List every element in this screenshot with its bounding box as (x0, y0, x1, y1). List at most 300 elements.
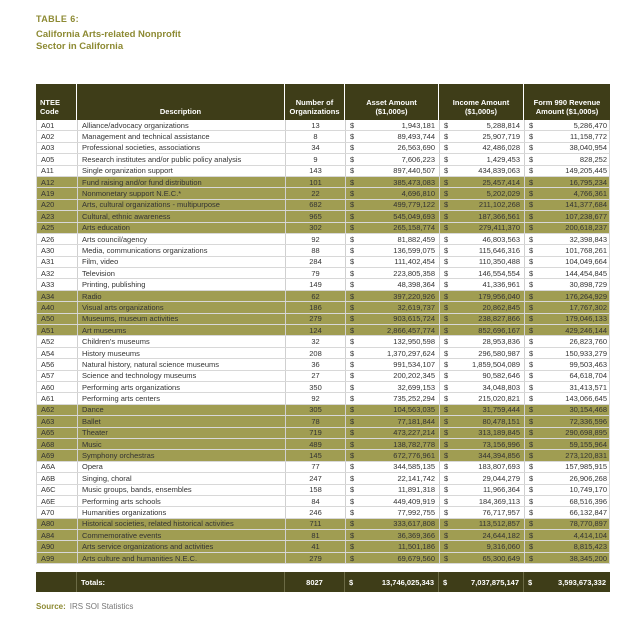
ntee-code-cell: A32 (41, 268, 55, 278)
revenue-amount-cell: $ 143,066,645 (524, 393, 611, 403)
dollar-sign: $ (529, 325, 534, 335)
dollar-sign: $ (529, 337, 534, 347)
dollar-sign: $ (350, 325, 355, 335)
income-amount-cell: $ 184,369,113 (439, 496, 524, 506)
asset-amount-cell: $ 104,563,035 (345, 405, 439, 415)
table-row (37, 530, 609, 541)
description-cell: Humanities organizations (77, 507, 285, 517)
revenue-amount-cell: $ 176,264,929 (524, 291, 611, 301)
dollar-sign: $ (529, 223, 534, 233)
organizations-cell: 32 (285, 336, 345, 346)
ntee-code-cell: A61 (41, 394, 55, 404)
organizations-cell: 719 (285, 428, 345, 438)
dollar-sign: $ (444, 405, 449, 415)
table-row (37, 279, 609, 290)
organizations-cell: 124 (285, 325, 345, 335)
asset-amount-cell: $ 7,606,223 (345, 154, 439, 164)
dollar-sign: $ (529, 496, 534, 506)
description-cell: Nonmonetary support N.E.C.* (77, 188, 285, 198)
income-amount-cell: $ 65,300,649 (439, 553, 524, 563)
income-amount-cell: $ 24,644,182 (439, 530, 524, 540)
ntee-code-cell: A25 (41, 223, 55, 233)
income-amount-cell: $ 211,102,268 (439, 200, 524, 210)
totals-code-cell (36, 572, 76, 592)
revenue-amount-cell: $ 30,154,468 (524, 405, 611, 415)
dollar-sign: $ (444, 359, 449, 369)
table-row (37, 325, 609, 336)
ntee-code-cell: A6B (41, 473, 56, 483)
asset-amount-cell: $ 1,943,181 (345, 120, 439, 130)
asset-amount-cell: $ 4,696,810 (345, 188, 439, 198)
asset-amount-cell: $ 344,585,135 (345, 462, 439, 472)
ntee-code-cell: A63 (41, 416, 55, 426)
organizations-cell: 92 (285, 393, 345, 403)
dollar-sign: $ (350, 496, 355, 506)
dollar-sign: $ (529, 211, 534, 221)
revenue-amount-cell: $ 150,933,279 (524, 348, 611, 358)
table-row (37, 359, 609, 370)
income-amount-cell: $ 110,350,488 (439, 257, 524, 267)
income-amount-cell: $ 25,907,719 (439, 131, 524, 141)
dollar-sign: $ (529, 268, 534, 278)
description-cell: Performing arts organizations (77, 382, 285, 392)
dollar-sign: $ (444, 530, 449, 540)
source-note (36, 602, 133, 611)
description-cell: Management and technical assistance (77, 131, 285, 141)
income-amount-cell: $ 42,486,028 (439, 143, 524, 153)
table-row (37, 314, 609, 325)
dollar-sign: $ (529, 416, 534, 426)
organizations-cell: 41 (285, 541, 345, 551)
revenue-amount-cell: $ 200,618,237 (524, 223, 611, 233)
income-amount-cell: $ 215,020,821 (439, 393, 524, 403)
dollar-sign: $ (350, 473, 355, 483)
dollar-sign: $ (350, 507, 355, 517)
table-row (37, 541, 609, 552)
revenue-amount-cell: $ 141,377,684 (524, 200, 611, 210)
dollar-sign: $ (350, 485, 355, 495)
table-row (37, 200, 609, 211)
organizations-cell: 27 (285, 371, 345, 381)
dollar-sign: $ (350, 291, 355, 301)
dollar-sign: $ (350, 371, 355, 381)
asset-amount-cell: $ 385,473,083 (345, 177, 439, 187)
dollar-sign: $ (444, 473, 449, 483)
dollar-sign: $ (529, 257, 534, 267)
asset-amount-cell: $ 473,227,214 (345, 428, 439, 438)
ntee-code-cell: A34 (41, 291, 55, 301)
description-cell: Film, video (77, 257, 285, 267)
revenue-amount-cell: $ 30,898,729 (524, 279, 611, 289)
dollar-sign: $ (529, 542, 534, 552)
dollar-sign: $ (349, 577, 354, 587)
income-amount-cell: $ 5,202,029 (439, 188, 524, 198)
income-amount-cell: $ 31,759,444 (439, 405, 524, 415)
dollar-sign: $ (350, 302, 355, 312)
revenue-amount-cell: $ 26,906,268 (524, 473, 611, 483)
table-row (37, 166, 609, 177)
asset-amount-cell: $ 136,599,075 (345, 245, 439, 255)
dollar-sign: $ (444, 280, 449, 290)
revenue-amount-cell: $ 144,454,845 (524, 268, 611, 278)
ntee-code-cell: A80 (41, 519, 55, 529)
organizations-cell: 13 (285, 120, 345, 130)
asset-amount-cell: $ 991,534,107 (345, 359, 439, 369)
revenue-amount-cell: $ 99,503,463 (524, 359, 611, 369)
dollar-sign: $ (350, 337, 355, 347)
description-cell: Arts council/agency (77, 234, 285, 244)
asset-amount-cell: $ 77,992,755 (345, 507, 439, 517)
table-row (37, 507, 609, 518)
dollar-sign: $ (444, 439, 449, 449)
description-cell: Natural history, natural science museums (77, 359, 285, 369)
dollar-sign: $ (350, 416, 355, 426)
organizations-cell: 208 (285, 348, 345, 358)
income-amount-cell: $ 238,827,866 (439, 314, 524, 324)
table-row (37, 428, 609, 439)
description-cell: Performing arts centers (77, 393, 285, 403)
revenue-amount-cell: $ 72,336,596 (524, 416, 611, 426)
dollar-sign: $ (444, 542, 449, 552)
dollar-sign: $ (529, 280, 534, 290)
income-amount-cell: $ 25,457,414 (439, 177, 524, 187)
revenue-amount-cell: $ 38,345,200 (524, 553, 611, 563)
table-row (37, 450, 609, 461)
asset-amount-cell: $ 265,158,774 (345, 223, 439, 233)
table-row (37, 519, 609, 530)
table-row (37, 382, 609, 393)
ntee-code-cell: A70 (41, 507, 55, 517)
dollar-sign: $ (350, 462, 355, 472)
organizations-cell: 81 (285, 530, 345, 540)
table-row (37, 188, 609, 199)
dollar-sign: $ (350, 200, 355, 210)
dollar-sign: $ (529, 302, 534, 312)
source-label: Source: (36, 602, 66, 611)
income-amount-cell: $ 852,696,167 (439, 325, 524, 335)
ntee-code-cell: A99 (41, 553, 55, 563)
revenue-amount-cell: $ 107,238,677 (524, 211, 611, 221)
revenue-amount-cell: $ 38,040,954 (524, 143, 611, 153)
table-row (37, 257, 609, 268)
table-row (37, 348, 609, 359)
description-cell: Commemorative events (77, 530, 285, 540)
table-row (37, 291, 609, 302)
description-cell: Arts, cultural organizations - multipurpose (77, 200, 285, 210)
dollar-sign: $ (350, 382, 355, 392)
organizations-cell: 145 (285, 450, 345, 460)
ntee-code-cell: A31 (41, 257, 55, 267)
ntee-code-cell: A26 (41, 234, 55, 244)
dollar-sign: $ (529, 154, 534, 164)
dollar-sign: $ (529, 428, 534, 438)
dollar-sign: $ (350, 280, 355, 290)
table-gap (36, 564, 610, 572)
ntee-code-cell: A19 (41, 189, 55, 199)
dollar-sign: $ (529, 120, 534, 130)
asset-amount-cell: $ 69,679,560 (345, 553, 439, 563)
organizations-cell: 711 (285, 519, 345, 529)
revenue-amount-cell: $ 78,770,897 (524, 519, 611, 529)
dollar-sign: $ (350, 439, 355, 449)
totals-income-amount: $ 7,037,875,147 (438, 572, 523, 592)
organizations-cell: 965 (285, 211, 345, 221)
dollar-sign: $ (529, 166, 534, 176)
table-row (37, 496, 609, 507)
revenue-amount-cell: $ 149,205,445 (524, 166, 611, 176)
dollar-sign: $ (529, 371, 534, 381)
description-cell: Arts education (77, 223, 285, 233)
asset-amount-cell: $ 903,615,724 (345, 314, 439, 324)
organizations-cell: 350 (285, 382, 345, 392)
table-row (37, 143, 609, 154)
dollar-sign: $ (350, 257, 355, 267)
dollar-sign: $ (444, 519, 449, 529)
dollar-sign: $ (350, 553, 355, 563)
asset-amount-cell: $ 89,493,744 (345, 131, 439, 141)
organizations-cell: 77 (285, 462, 345, 472)
organizations-cell: 9 (285, 154, 345, 164)
dollar-sign: $ (529, 200, 534, 210)
table-title-line1: California Arts-related Nonprofit (36, 29, 181, 40)
organizations-cell: 143 (285, 166, 345, 176)
income-amount-cell: $ 296,580,987 (439, 348, 524, 358)
dollar-sign: $ (444, 496, 449, 506)
description-cell: Art museums (77, 325, 285, 335)
ntee-code-cell: A90 (41, 542, 55, 552)
description-cell: Research institutes and/or public policy analysis (77, 154, 285, 164)
dollar-sign: $ (529, 245, 534, 255)
header-form990-revenue: Form 990 Revenue Amount ($1,000s) (523, 84, 610, 120)
dollar-sign: $ (444, 325, 449, 335)
organizations-cell: 158 (285, 485, 345, 495)
totals-row (36, 572, 610, 592)
dollar-sign: $ (444, 143, 449, 153)
revenue-amount-cell: $ 32,398,843 (524, 234, 611, 244)
asset-amount-cell: $ 397,220,926 (345, 291, 439, 301)
dollar-sign: $ (443, 577, 448, 587)
dollar-sign: $ (444, 257, 449, 267)
income-amount-cell: $ 41,336,961 (439, 279, 524, 289)
dollar-sign: $ (444, 394, 449, 404)
table-row (37, 245, 609, 256)
revenue-amount-cell: $ 11,158,772 (524, 131, 611, 141)
dollar-sign: $ (350, 394, 355, 404)
dollar-sign: $ (350, 211, 355, 221)
dollar-sign: $ (529, 291, 534, 301)
dollar-sign: $ (529, 382, 534, 392)
dollar-sign: $ (529, 348, 534, 358)
dollar-sign: $ (350, 177, 355, 187)
asset-amount-cell: $ 223,805,358 (345, 268, 439, 278)
ntee-code-cell: A12 (41, 177, 55, 187)
table-title-block (36, 14, 181, 53)
table-row (37, 223, 609, 234)
table-row (37, 154, 609, 165)
ntee-code-cell: A02 (41, 132, 55, 142)
dollar-sign: $ (444, 485, 449, 495)
dollar-sign: $ (444, 428, 449, 438)
revenue-amount-cell: $ 828,252 (524, 154, 611, 164)
header-income-amount: Income Amount ($1,000s) (438, 84, 523, 120)
organizations-cell: 186 (285, 302, 345, 312)
source-text: IRS SOI Statistics (69, 602, 134, 611)
income-amount-cell: $ 115,646,316 (439, 245, 524, 255)
income-amount-cell: $ 73,156,996 (439, 439, 524, 449)
description-cell: Science and technology museums (77, 371, 285, 381)
description-cell: Ballet (77, 416, 285, 426)
organizations-cell: 84 (285, 496, 345, 506)
ntee-code-cell: A6E (41, 496, 56, 506)
dollar-sign: $ (444, 314, 449, 324)
organizations-cell: 88 (285, 245, 345, 255)
income-amount-cell: $ 113,512,857 (439, 519, 524, 529)
dollar-sign: $ (529, 177, 534, 187)
asset-amount-cell: $ 81,882,459 (345, 234, 439, 244)
description-cell: Arts service organizations and activities (77, 541, 285, 551)
description-cell: Alliance/advocacy organizations (77, 120, 285, 130)
description-cell: Radio (77, 291, 285, 301)
asset-amount-cell: $ 32,699,153 (345, 382, 439, 392)
data-table (36, 84, 610, 592)
table-body (36, 120, 610, 564)
income-amount-cell: $ 90,582,646 (439, 371, 524, 381)
revenue-amount-cell: $ 66,132,847 (524, 507, 611, 517)
description-cell: Singing, choral (77, 473, 285, 483)
income-amount-cell: $ 434,839,063 (439, 166, 524, 176)
income-amount-cell: $ 34,048,803 (439, 382, 524, 392)
dollar-sign: $ (350, 348, 355, 358)
dollar-sign: $ (444, 462, 449, 472)
table-row (37, 553, 609, 564)
revenue-amount-cell: $ 157,985,915 (524, 462, 611, 472)
organizations-cell: 92 (285, 234, 345, 244)
dollar-sign: $ (444, 348, 449, 358)
asset-amount-cell: $ 111,402,454 (345, 257, 439, 267)
dollar-sign: $ (529, 530, 534, 540)
description-cell: Museums, museum activities (77, 314, 285, 324)
dollar-sign: $ (444, 234, 449, 244)
asset-amount-cell: $ 77,181,844 (345, 416, 439, 426)
asset-amount-cell: $ 499,779,122 (345, 200, 439, 210)
ntee-code-cell: A33 (41, 280, 55, 290)
revenue-amount-cell: $ 31,413,571 (524, 382, 611, 392)
asset-amount-cell: $ 132,950,598 (345, 336, 439, 346)
dollar-sign: $ (350, 120, 355, 130)
ntee-code-cell: A05 (41, 154, 55, 164)
dollar-sign: $ (444, 154, 449, 164)
dollar-sign: $ (350, 314, 355, 324)
ntee-code-cell: A65 (41, 428, 55, 438)
asset-amount-cell: $ 897,440,507 (345, 166, 439, 176)
income-amount-cell: $ 9,316,060 (439, 541, 524, 551)
description-cell: Visual arts organizations (77, 302, 285, 312)
organizations-cell: 279 (285, 553, 345, 563)
dollar-sign: $ (529, 234, 534, 244)
ntee-code-cell: A62 (41, 405, 55, 415)
asset-amount-cell: $ 36,369,366 (345, 530, 439, 540)
dollar-sign: $ (444, 166, 449, 176)
description-cell: Television (77, 268, 285, 278)
income-amount-cell: $ 187,366,561 (439, 211, 524, 221)
description-cell: Historical societies, related historical activities (77, 519, 285, 529)
description-cell: History museums (77, 348, 285, 358)
table-row (37, 131, 609, 142)
asset-amount-cell: $ 26,563,690 (345, 143, 439, 153)
table-row (37, 120, 609, 131)
header-asset-amount: Asset Amount ($1,000s) (344, 84, 438, 120)
ntee-code-cell: A57 (41, 371, 55, 381)
organizations-cell: 78 (285, 416, 345, 426)
organizations-cell: 284 (285, 257, 345, 267)
dollar-sign: $ (444, 211, 449, 221)
dollar-sign: $ (444, 177, 449, 187)
asset-amount-cell: $ 138,782,778 (345, 439, 439, 449)
dollar-sign: $ (444, 223, 449, 233)
dollar-sign: $ (350, 143, 355, 153)
dollar-sign: $ (350, 268, 355, 278)
organizations-cell: 101 (285, 177, 345, 187)
organizations-cell: 62 (285, 291, 345, 301)
description-cell: Music groups, bands, ensembles (77, 485, 285, 495)
dollar-sign: $ (528, 577, 533, 587)
table-row (37, 416, 609, 427)
totals-asset-amount: $ 13,746,025,343 (344, 572, 438, 592)
revenue-amount-cell: $ 10,749,170 (524, 485, 611, 495)
dollar-sign: $ (529, 189, 534, 199)
description-cell: Printing, publishing (77, 279, 285, 289)
income-amount-cell: $ 146,554,554 (439, 268, 524, 278)
dollar-sign: $ (350, 223, 355, 233)
dollar-sign: $ (529, 519, 534, 529)
dollar-sign: $ (529, 405, 534, 415)
revenue-amount-cell: $ 26,823,760 (524, 336, 611, 346)
revenue-amount-cell: $ 101,768,261 (524, 245, 611, 255)
asset-amount-cell: $ 32,619,737 (345, 302, 439, 312)
dollar-sign: $ (350, 154, 355, 164)
asset-amount-cell: $ 22,141,742 (345, 473, 439, 483)
asset-amount-cell: $ 2,866,457,774 (345, 325, 439, 335)
dollar-sign: $ (444, 200, 449, 210)
table-row (37, 177, 609, 188)
description-cell: Theater (77, 428, 285, 438)
income-amount-cell: $ 1,429,453 (439, 154, 524, 164)
dollar-sign: $ (444, 451, 449, 461)
table-row (37, 234, 609, 245)
revenue-amount-cell: $ 4,414,104 (524, 530, 611, 540)
income-amount-cell: $ 28,953,836 (439, 336, 524, 346)
asset-amount-cell: $ 11,891,318 (345, 485, 439, 495)
table-row (37, 211, 609, 222)
organizations-cell: 34 (285, 143, 345, 153)
description-cell: Performing arts schools (77, 496, 285, 506)
organizations-cell: 246 (285, 507, 345, 517)
table-row (37, 336, 609, 347)
ntee-code-cell: A20 (41, 200, 55, 210)
ntee-code-cell: A68 (41, 439, 55, 449)
dollar-sign: $ (444, 120, 449, 130)
description-cell: Dance (77, 405, 285, 415)
dollar-sign: $ (350, 234, 355, 244)
dollar-sign: $ (444, 553, 449, 563)
income-amount-cell: $ 344,394,856 (439, 450, 524, 460)
dollar-sign: $ (444, 245, 449, 255)
ntee-code-cell: A03 (41, 143, 55, 153)
income-amount-cell: $ 80,478,151 (439, 416, 524, 426)
dollar-sign: $ (444, 302, 449, 312)
table-row (37, 405, 609, 416)
description-cell: Opera (77, 462, 285, 472)
